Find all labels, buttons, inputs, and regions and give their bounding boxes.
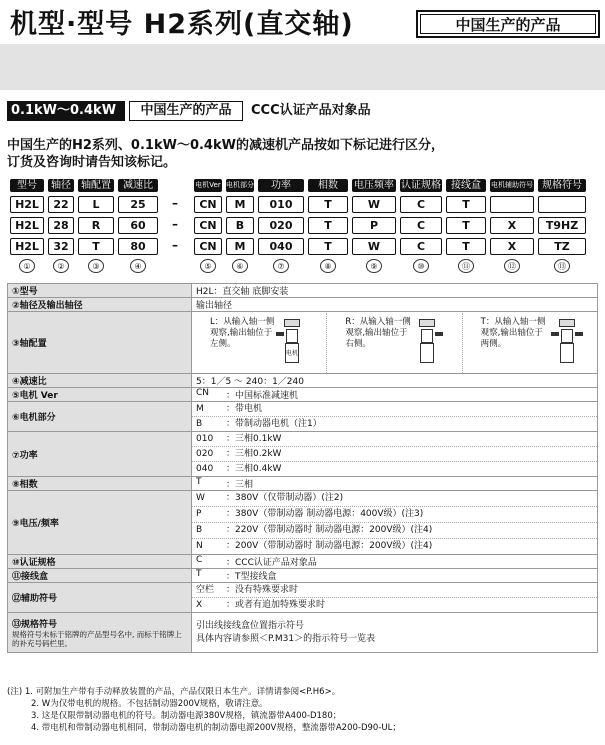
code-number: ⑪ bbox=[458, 259, 474, 273]
code-value: X bbox=[490, 238, 534, 255]
code-header: 认证规格 bbox=[401, 180, 441, 191]
motor-diagram-icon: 电机 bbox=[284, 319, 300, 365]
code-header: 功率 bbox=[258, 179, 304, 192]
notes: (注) 1. 可附加生产带有手动释放装置的产品，产品仅限日本生产。详情请参阅<P.H6>。 2. W为仅带电机的规格。不包括制动器200V规格，敬请注意。 3. 这是仅限带制动器电机的符号。制动器电源380V规格，镇流器带A400-D180； 4. 带电机和带制动器电机相同，带制动器电机的制动器电源200V规格，整流器带A200-D90-UL； bbox=[7, 687, 401, 733]
table-row bbox=[8, 284, 598, 298]
row-label: ②轴径及输出轴径 bbox=[8, 298, 192, 312]
code-value bbox=[490, 196, 534, 213]
code-number: ⑧ bbox=[320, 259, 336, 273]
code-value: 040 bbox=[258, 238, 304, 255]
axis-config-options bbox=[192, 313, 597, 373]
code-header: 减速比 bbox=[118, 179, 158, 192]
table-row bbox=[8, 312, 598, 374]
code-value: L bbox=[78, 196, 114, 213]
code-dash: – bbox=[172, 196, 178, 210]
code-value: X bbox=[490, 217, 534, 234]
axis-option-l: L：从输入轴一侧观察,输出轴位于左侧。 电机 bbox=[192, 313, 327, 373]
code-value: M bbox=[226, 238, 254, 255]
code-dash: – bbox=[172, 217, 178, 231]
code-number: ⑨ bbox=[366, 259, 382, 273]
code-header: 电机Ver bbox=[194, 179, 222, 192]
code-number: ⑥ bbox=[232, 259, 248, 273]
code-value: T9HZ bbox=[538, 217, 586, 234]
row-label: ⑥电机部分 bbox=[8, 402, 192, 432]
code-value bbox=[538, 196, 586, 213]
ccc-label: CCC认证产品对象品 bbox=[251, 103, 371, 118]
row-label: ⑨电压/频率 bbox=[8, 491, 192, 555]
axis-option-r: R：从输入轴一侧观察,输出轴位于右侧。 bbox=[327, 313, 462, 373]
row-label: ①型号 bbox=[8, 284, 192, 298]
code-value: M bbox=[226, 196, 254, 213]
table-row: ⑫辅助符号 空栏 ：没有特殊要求时 X ：或者有追加特殊要求时 bbox=[8, 583, 598, 613]
code-number: ① bbox=[19, 259, 35, 273]
code-header: 轴径 bbox=[48, 179, 74, 192]
code-number: ⑤ bbox=[200, 259, 216, 273]
table-row: ⑨电压/频率 W ：380V（仅带制动器）(注2) P ：380V（带制动器 制动器电源：400V级）(注3) B ：220V（带制动器时 制动器电源：200V级）(注4) N ：200V（带制动器时 制动器电源：200V级）(注4) bbox=[8, 491, 598, 555]
code-value: T bbox=[446, 196, 486, 213]
code-value: 60 bbox=[118, 217, 158, 234]
spec-table bbox=[7, 283, 598, 653]
code-value: C bbox=[400, 217, 442, 234]
code-header: 规格符号 bbox=[538, 179, 586, 192]
row-label: ⑤电机 Ver bbox=[8, 388, 192, 402]
row-label: ③轴配置 bbox=[8, 312, 192, 374]
code-value: T bbox=[446, 238, 486, 255]
motor-diagram-icon bbox=[559, 319, 575, 365]
code-dash: – bbox=[172, 238, 178, 252]
code-value: C bbox=[400, 196, 442, 213]
code-value: W bbox=[352, 238, 396, 255]
code-value: P bbox=[352, 217, 396, 234]
code-value: B bbox=[226, 217, 254, 234]
code-value: 25 bbox=[118, 196, 158, 213]
code-number: ⑦ bbox=[273, 259, 289, 273]
table-row: ⑥电机部分 M ：带电机 B ：带制动器电机（注1） bbox=[8, 402, 598, 432]
code-value: 010 bbox=[258, 196, 304, 213]
row-label: ⑧相数 bbox=[8, 477, 192, 491]
code-value: CN bbox=[194, 238, 222, 255]
row-sublabel: 规格符号未标于铭牌的产品型号名中, 而标于铭牌上的补充号码栏里。 bbox=[12, 630, 182, 648]
code-header: 轴配置 bbox=[78, 179, 114, 192]
code-value: 80 bbox=[118, 238, 158, 255]
code-value: W bbox=[352, 196, 396, 213]
row-label: ⑩认证规格 bbox=[8, 555, 192, 569]
code-header: 电机部分 bbox=[226, 179, 254, 192]
code-number: ⑬ bbox=[554, 259, 570, 273]
motor-diagram-icon bbox=[419, 319, 435, 365]
header bbox=[0, 0, 605, 44]
table-row: ⑩认证规格 C ：CCC认证产品对象品 bbox=[8, 555, 598, 569]
code-value: T bbox=[308, 196, 348, 213]
code-value: H2L bbox=[10, 217, 44, 234]
code-value: T bbox=[78, 238, 114, 255]
row-label: ⑦功率 bbox=[8, 432, 192, 477]
table-row: ⑤电机 Ver CN ：中国标准减速机 bbox=[8, 388, 598, 402]
code-value: TZ bbox=[538, 238, 586, 255]
axis-option-t: T：从输入轴一侧观察,输出轴位于两侧。 bbox=[463, 313, 597, 373]
code-header: 相数 bbox=[308, 179, 348, 192]
code-number: ② bbox=[53, 259, 69, 273]
code-value: H2L bbox=[10, 196, 44, 213]
code-value: 22 bbox=[48, 196, 74, 213]
row-label: ⑪接线盒 bbox=[8, 569, 192, 583]
code-header: 接线盒 bbox=[446, 179, 486, 192]
row-label: ④减速比 bbox=[8, 374, 192, 388]
code-number: ⑫ bbox=[504, 259, 520, 273]
code-value: T bbox=[446, 217, 486, 234]
intro-line-2: 订货及咨询时请告知该标记。 bbox=[7, 155, 177, 170]
row-value: H2L：直交轴 底脚安装 bbox=[192, 284, 598, 298]
code-value: CN bbox=[194, 196, 222, 213]
row-value: 5：1／5 ～ 240：1／240 bbox=[192, 374, 598, 388]
code-number: ③ bbox=[88, 259, 104, 273]
code-value: CN bbox=[194, 217, 222, 234]
china-product-label: 中国生产的产品 bbox=[129, 101, 243, 121]
page-title: 机型·型号 H2系列(直交轴) bbox=[10, 9, 354, 40]
code-number: ⑩ bbox=[413, 259, 429, 273]
power-range-label: 0.1kW～0.4kW bbox=[7, 101, 125, 121]
row-label: ⑫辅助符号 bbox=[8, 583, 192, 613]
table-row: ⑬规格符号 规格符号未标于铭牌的产品型号名中, 而标于铭牌上的补充号码栏里。 引出线接线盒位置指示符号 具体内容请参照＜P.M31＞的指示符号一览表 bbox=[8, 613, 598, 653]
header-band bbox=[0, 44, 605, 90]
code-value: T bbox=[308, 217, 348, 234]
code-header: 型号 bbox=[10, 179, 44, 192]
code-value: 32 bbox=[48, 238, 74, 255]
code-value: 020 bbox=[258, 217, 304, 234]
table-row bbox=[8, 298, 598, 312]
code-value: H2L bbox=[10, 238, 44, 255]
code-value: R bbox=[78, 217, 114, 234]
code-header: 电压频率 bbox=[354, 180, 394, 191]
code-value: 28 bbox=[48, 217, 74, 234]
code-header: 电机辅助符号 bbox=[490, 179, 534, 192]
row-value: 输出轴径 bbox=[192, 298, 598, 312]
header-badge-label: 中国生产的产品 bbox=[420, 14, 596, 34]
table-row: ⑪接线盒 T ：T型接线盒 bbox=[8, 569, 598, 583]
code-number: ④ bbox=[130, 259, 146, 273]
code-value: C bbox=[400, 238, 442, 255]
intro-line-1: 中国生产的H2系列、0.1kW～0.4kW的减速机产品按如下标记进行区分， bbox=[7, 138, 444, 153]
table-row: ⑧相数 T ：三相 bbox=[8, 477, 598, 491]
code-value: T bbox=[308, 238, 348, 255]
header-badge bbox=[416, 10, 600, 38]
table-row bbox=[8, 374, 598, 388]
table-row: ⑦功率 010 ：三相0.1kW 020 ：三相0.2kW 040 ：三相0.4kW bbox=[8, 432, 598, 477]
row-label: ⑬规格符号 bbox=[12, 620, 58, 630]
